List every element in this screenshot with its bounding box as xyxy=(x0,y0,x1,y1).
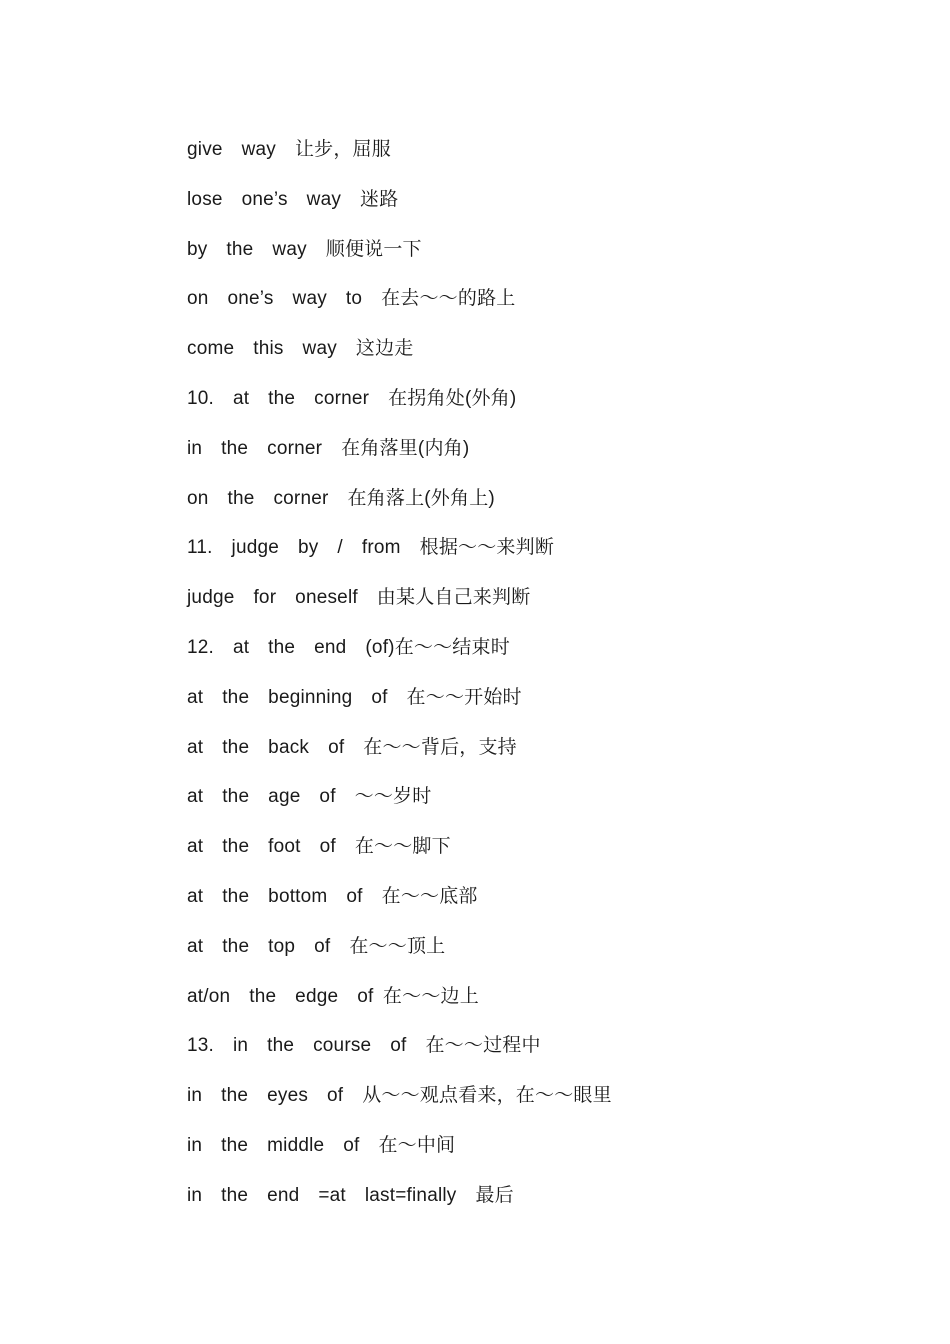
phrase-line: 11. judge by / from 根据～～来判断 xyxy=(187,537,555,559)
phrase-line: on the corner 在角落上(外角上) xyxy=(187,487,495,509)
phrase-line: at the age of ～～岁时 xyxy=(187,786,432,808)
phrase-list xyxy=(187,134,887,1230)
phrase-line: in the end =at last=finally 最后 xyxy=(187,1184,514,1206)
phrase-line: 12. at the end (of)在～～结束时 xyxy=(187,636,510,658)
phrase-line: at/on the edge of 在～～边上 xyxy=(187,985,479,1007)
phrase-line: 10. at the corner 在拐角处(外角) xyxy=(187,387,517,409)
phrase-line: at the foot of 在～～脚下 xyxy=(187,836,451,858)
phrase-line: in the eyes of 从～～观点看来，在～～眼里 xyxy=(187,1085,612,1107)
phrase-line: in the middle of 在～中间 xyxy=(187,1134,456,1156)
phrase-line: at the beginning of 在～～开始时 xyxy=(187,686,522,708)
phrase-line: at the back of 在～～背后，支持 xyxy=(187,736,517,758)
phrase-line: judge for oneself 由某人自己来判断 xyxy=(187,587,531,609)
phrase-line: at the bottom of 在～～底部 xyxy=(187,885,478,907)
phrase-line: in the corner 在角落里(内角) xyxy=(187,437,470,459)
phrase-line: come this way 这边走 xyxy=(187,338,414,360)
phrase-line: on one’s way to 在去～～的路上 xyxy=(187,288,516,310)
phrase-line: by the way 顺便说一下 xyxy=(187,238,422,260)
phrase-line: at the top of 在～～顶上 xyxy=(187,935,446,957)
phrase-line: 13. in the course of 在～～过程中 xyxy=(187,1035,541,1057)
phrase-line: give way 让步，屈服 xyxy=(187,139,391,160)
phrase-line: lose one’s way 迷路 xyxy=(187,188,399,210)
